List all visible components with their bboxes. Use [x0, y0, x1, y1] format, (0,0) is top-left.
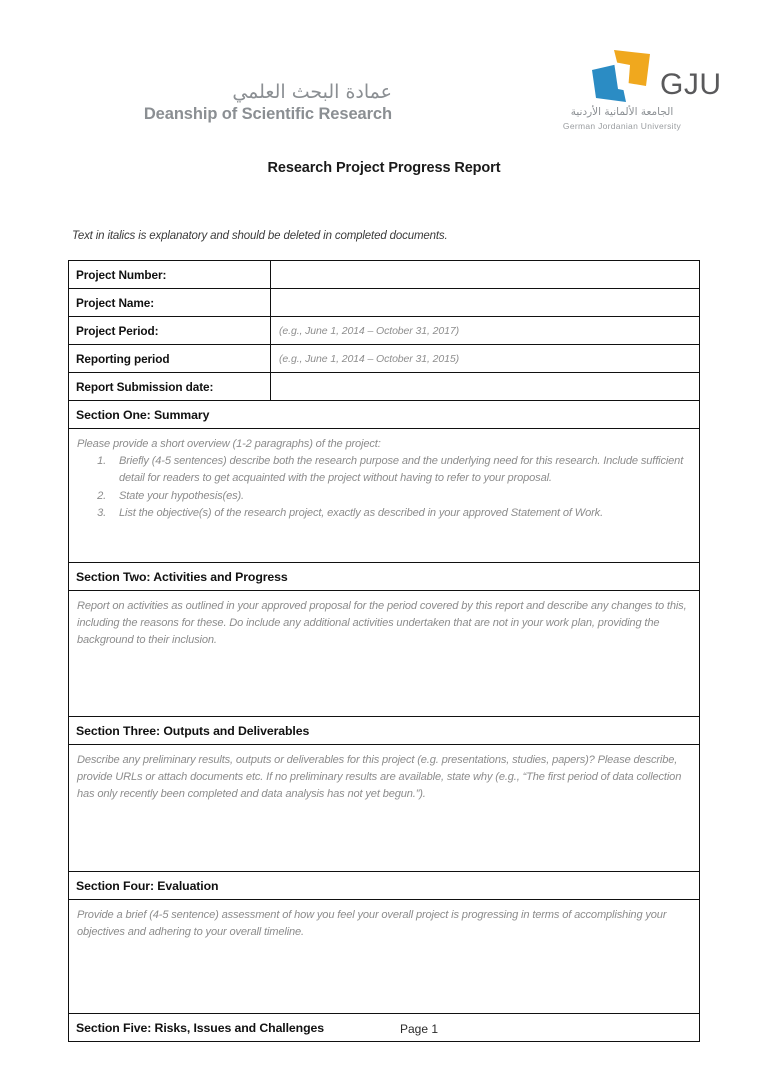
table-row [69, 317, 700, 345]
table-row [69, 744, 700, 872]
section-three-heading-cell [69, 716, 700, 744]
section-two-write-area[interactable] [77, 650, 691, 708]
page-footer [0, 1022, 768, 1036]
reporting-period-label: Reporting period [76, 352, 170, 366]
project-name-input[interactable] [271, 289, 699, 315]
section-one-list [77, 453, 691, 522]
gju-logo [532, 48, 722, 140]
project-name-label: Project Name: [76, 296, 155, 310]
field-label-cell [69, 345, 271, 373]
field-value-cell[interactable] [271, 317, 700, 345]
deanship-arabic-title: عمادة البحث العلمي [232, 81, 392, 103]
section-four-body-cell[interactable] [69, 900, 700, 1014]
section-three-body[interactable] [69, 745, 699, 872]
section-three-write-area[interactable] [77, 803, 691, 863]
section-four-heading: Section Four: Evaluation [76, 879, 219, 894]
table-row [69, 429, 700, 563]
list-item: 2. State your hypothesis(es). [109, 488, 691, 505]
field-value-cell[interactable] [271, 345, 700, 373]
table-row [69, 900, 700, 1014]
section-one-body[interactable] [69, 429, 699, 562]
list-item: 1. Briefly (4-5 sentences) describe both the research purpose and the underlying need for this research. Include sufficient detail for readers to get acquainted with the project without having to refer to your proposal. [109, 453, 691, 487]
section-one-write-area[interactable] [77, 522, 691, 554]
section-four-write-area[interactable] [77, 941, 691, 1005]
section-four-body[interactable] [69, 900, 699, 1013]
table-row [69, 289, 700, 317]
section-one-body-cell[interactable] [69, 429, 700, 563]
section-three-heading: Section Three: Outputs and Deliverables [76, 723, 310, 738]
section-two-body[interactable] [69, 591, 699, 716]
reporting-period-input[interactable]: (e.g., June 1, 2014 – October 31, 2015) [279, 353, 459, 365]
field-label-cell [69, 289, 271, 317]
list-item: 3. List the objective(s) of the research project, exactly as described in your approved Statement of Work. [109, 505, 691, 522]
section-one-heading: Section One: Summary [76, 408, 210, 422]
page-title: Research Project Progress Report [267, 160, 501, 176]
deanship-branding [72, 82, 392, 125]
gju-english-name: German Jordanian University [562, 121, 682, 131]
report-submission-date-label: Report Submission date: [76, 380, 214, 394]
project-number-label: Project Number: [76, 268, 167, 282]
section-two-heading-cell [69, 562, 700, 590]
section-five-heading: Section Five: Risks, Issues and Challenges [76, 1021, 324, 1036]
section-two-heading: Section Two: Activities and Progress [76, 569, 288, 584]
table-row [69, 345, 700, 373]
gju-wordmark: GJU [660, 68, 722, 101]
section-one-heading-cell [69, 401, 700, 429]
field-value-cell[interactable] [271, 289, 700, 317]
table-row [69, 401, 700, 429]
field-value-cell[interactable] [271, 261, 700, 289]
field-label-cell [69, 261, 271, 289]
table-row [69, 590, 700, 716]
section-three-body-cell[interactable] [69, 744, 700, 872]
section-four-text: Provide a brief (4-5 sentence) assessment of how you feel your overall project is progressing in terms of accomplishing your objectives and adhering to your overall timeline. [77, 909, 667, 939]
report-submission-date-input[interactable] [271, 373, 699, 399]
deanship-english-title: Deanship of Scientific Research [143, 104, 392, 123]
project-period-input[interactable]: (e.g., June 1, 2014 – October 31, 2017) [279, 325, 459, 337]
project-period-label: Project Period: [76, 324, 159, 338]
table-row [69, 716, 700, 744]
table-row [69, 373, 700, 401]
table-row [69, 562, 700, 590]
gju-arabic-name: الجامعة الألمانية الأردنية [570, 106, 674, 118]
field-value-cell[interactable] [271, 373, 700, 401]
table-row [69, 872, 700, 900]
document-header [0, 0, 768, 150]
section-one-intro: Please provide a short overview (1-2 paragraphs) of the project: [77, 438, 381, 450]
section-three-text: Describe any preliminary results, outputs or deliverables for this project (e.g. presentations, studies, papers)? Please describe, provide URLs or attach documents etc. If no preliminary results are available, state why (e.g., “The first period of data collection has only recently been completed and data analysis has not yet begun.”). [77, 753, 682, 800]
gju-logo-mark-icon [588, 48, 660, 106]
table-row [69, 261, 700, 289]
section-two-body-cell[interactable] [69, 590, 700, 716]
italics-instruction-note: Text in italics is explanatory and should be deleted in completed documents. [72, 230, 448, 242]
section-four-heading-cell [69, 872, 700, 900]
section-two-text: Report on activities as outlined in your approved proposal for the period covered by this report and describe any changes to this, including the reasons for these. Do include any additional activities undertaken that are not in your work plan, providing the background to their inclusion. [77, 599, 687, 647]
progress-report-form [68, 260, 700, 1042]
field-label-cell [69, 317, 271, 345]
field-label-cell [69, 373, 271, 401]
page-number: Page 1 [399, 1022, 439, 1036]
project-number-input[interactable] [271, 261, 699, 287]
